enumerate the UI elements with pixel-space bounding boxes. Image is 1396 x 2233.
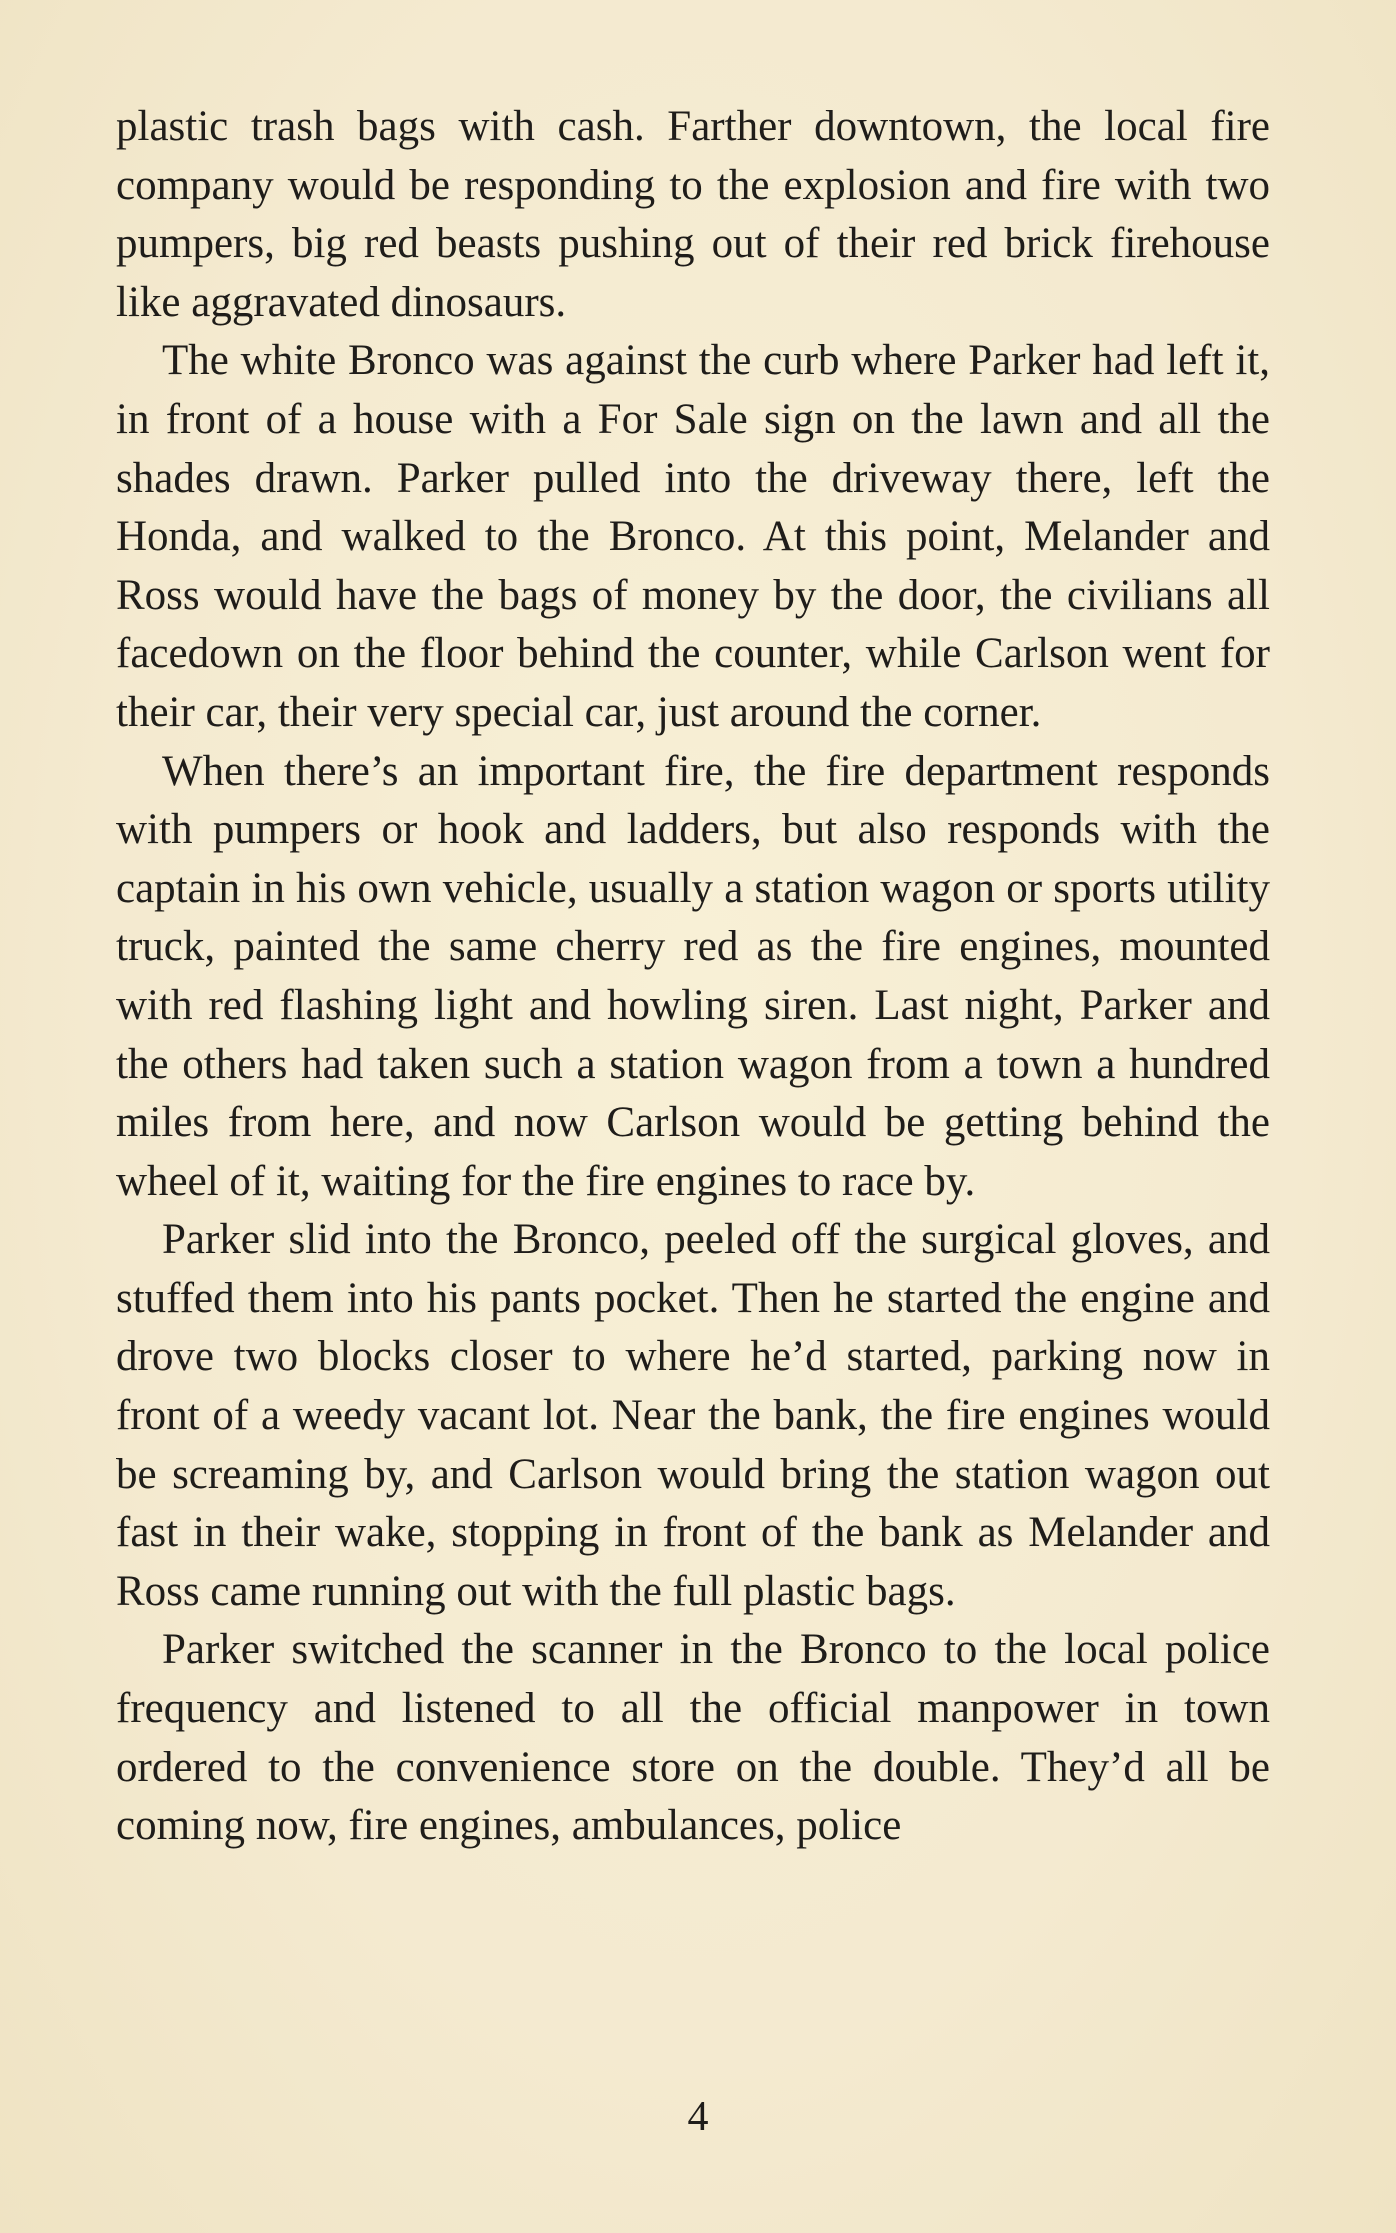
paragraph-5: Parker switched the scanner in the Bronco to the local police frequency and listened to all the official manpower in town ordered to the convenience store on the double. They’d all be coming now, fire engines, ambulances, police (116, 1626, 1270, 1850)
paragraph-4: Parker slid into the Bronco, peeled off the surgical gloves, and stuffed them into his pants pocket. Then he started the engine and drove two blocks closer to where he’d started, parking now in front of a weedy vacant lot. Near the bank, the fire engines would be screaming by, and Carlson would bring the station wagon out fast in their wake, stopping in front of the bank as Melander and Ross came running out with the full plastic bags. (116, 1216, 1270, 1615)
page-number: 4 (687, 2094, 709, 2140)
paragraph-2: The white Bronco was against the curb where Parker had left it, in front of a house with a For Sale sign on the lawn and all the shades drawn. Parker pulled into the driveway there, left the Honda, and walked to the Bronco. At this point, Melander and Ross would have the bags of money by the door, the civilians all facedown on the floor behind the counter, while Carlson went for their car, their very special car, just around the corner. (116, 337, 1270, 736)
paragraph-3: When there’s an important fire, the fire department responds with pumpers or hook and ladders, but also responds with the captain in his own vehicle, usually a station wagon or sports utility truck, painted the same cherry red as the fire engines, mounted with red flashing light and howling siren. Last night, Parker and the others had taken such a station wagon from a town a hundred miles from here, and now Carlson would be getting behind the wheel of it, waiting for the fire engines to race by. (116, 747, 1270, 1205)
paragraph-1: plastic trash bags with cash. Farther downtown, the local fire company would be responding to the explosion and fire with two pumpers, big red beasts pushing out of their red brick firehouse like aggravated dinosaurs. (116, 103, 1270, 326)
body-text (116, 98, 1270, 1856)
